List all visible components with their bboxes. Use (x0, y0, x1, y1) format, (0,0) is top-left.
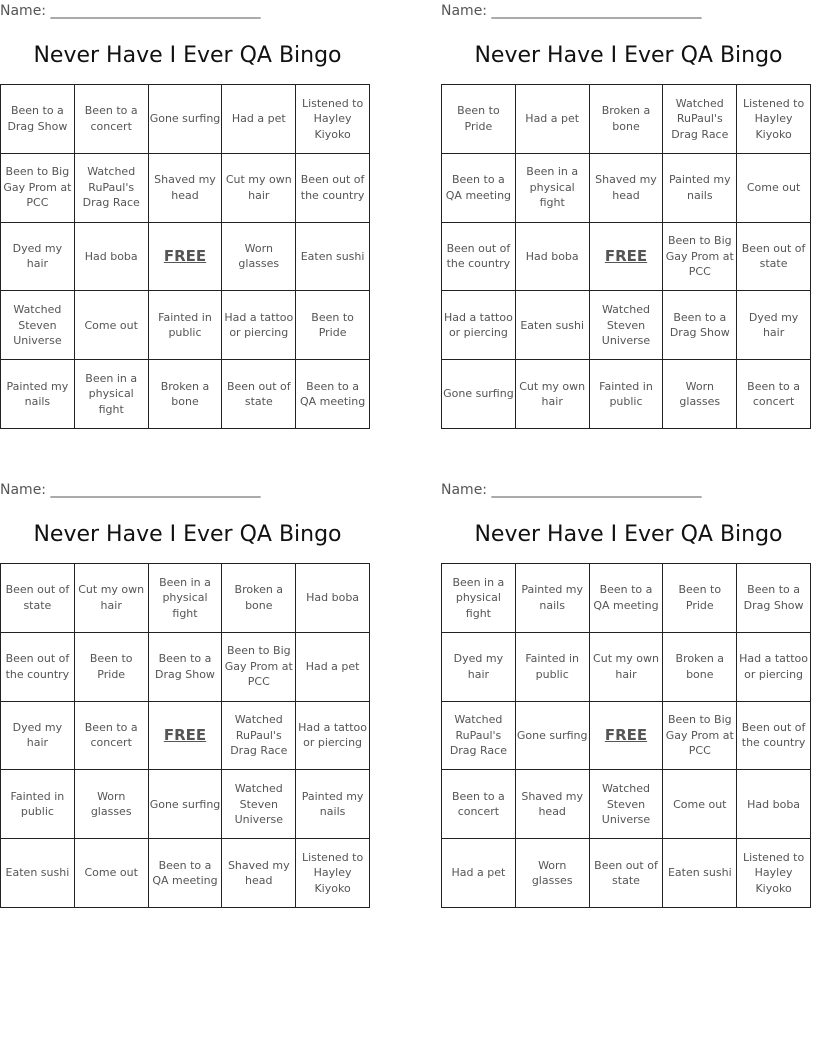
free-space: FREE (589, 701, 663, 770)
bingo-cell: Had a tattoo or piercing (296, 701, 370, 770)
bingo-cell: Been to Pride (442, 85, 516, 154)
card-title: Never Have I Ever QA Bingo (474, 43, 783, 68)
bingo-cell: Broken a bone (222, 564, 296, 633)
bingo-cell: Been to a QA meeting (589, 564, 663, 633)
free-space: FREE (589, 222, 663, 291)
bingo-cell: Been to Big Gay Prom at PCC (1, 153, 75, 222)
bingo-cell: Been to a concert (74, 701, 148, 770)
bingo-cell: Been to a QA meeting (442, 153, 516, 222)
bingo-row (442, 85, 811, 154)
bingo-cell: Had boba (296, 564, 370, 633)
bingo-cell: Eaten sushi (1, 839, 75, 908)
bingo-cell: Come out (737, 153, 811, 222)
bingo-row (442, 632, 811, 701)
bingo-cell: Painted my nails (663, 153, 737, 222)
bingo-row (442, 153, 811, 222)
bingo-row (1, 564, 370, 633)
bingo-cell: Listened to Hayley Kiyoko (296, 85, 370, 154)
bingo-cell: Listened to Hayley Kiyoko (737, 85, 811, 154)
bingo-cell: Been to Pride (663, 564, 737, 633)
bingo-row (442, 701, 811, 770)
bingo-row (1, 153, 370, 222)
bingo-cell: Had a pet (515, 85, 589, 154)
name-field[interactable]: Name: ______________________________ (441, 3, 702, 19)
bingo-cell: Shaved my head (148, 153, 222, 222)
bingo-row (1, 632, 370, 701)
bingo-cell: Watched Steven Universe (589, 770, 663, 839)
bingo-grid (0, 84, 370, 429)
bingo-cell: Fainted in public (515, 632, 589, 701)
bingo-cell: Been out of state (737, 222, 811, 291)
bingo-cell: Dyed my hair (737, 291, 811, 360)
bingo-cell: Broken a bone (148, 360, 222, 429)
bingo-cell: Broken a bone (663, 632, 737, 701)
bingo-cell: Shaved my head (222, 839, 296, 908)
bingo-cell: Listened to Hayley Kiyoko (296, 839, 370, 908)
bingo-row (442, 770, 811, 839)
bingo-row (1, 85, 370, 154)
card-title: Never Have I Ever QA Bingo (33, 522, 342, 547)
bingo-cell: Had a tattoo or piercing (442, 291, 516, 360)
bingo-cell: Worn glasses (222, 222, 296, 291)
bingo-cell: Gone surfing (442, 360, 516, 429)
bingo-cell: Watched Steven Universe (1, 291, 75, 360)
bingo-cell: Watched RuPaul's Drag Race (663, 85, 737, 154)
bingo-cell: Broken a bone (589, 85, 663, 154)
bingo-cell: Had boba (515, 222, 589, 291)
bingo-cell: Had boba (74, 222, 148, 291)
bingo-cell: Had boba (737, 770, 811, 839)
free-space: FREE (148, 701, 222, 770)
bingo-cell: Had a tattoo or piercing (737, 632, 811, 701)
bingo-row (1, 360, 370, 429)
bingo-cell: Cut my own hair (589, 632, 663, 701)
bingo-cell: Been to a Drag Show (663, 291, 737, 360)
bingo-cell: Had a tattoo or piercing (222, 291, 296, 360)
bingo-cell: Been to Big Gay Prom at PCC (222, 632, 296, 701)
bingo-cell: Gone surfing (148, 85, 222, 154)
bingo-cell: Had a pet (296, 632, 370, 701)
bingo-row (1, 770, 370, 839)
bingo-cell: Been to a QA meeting (296, 360, 370, 429)
bingo-cell: Painted my nails (296, 770, 370, 839)
bingo-cell: Been out of the country (442, 222, 516, 291)
bingo-cell: Painted my nails (1, 360, 75, 429)
bingo-cell: Had a pet (222, 85, 296, 154)
bingo-row (442, 222, 811, 291)
bingo-cell: Been to Pride (74, 632, 148, 701)
bingo-cell: Gone surfing (148, 770, 222, 839)
bingo-cell: Been out of the country (737, 701, 811, 770)
bingo-row (442, 291, 811, 360)
bingo-cell: Come out (74, 839, 148, 908)
bingo-cell: Fainted in public (1, 770, 75, 839)
bingo-cell: Eaten sushi (515, 291, 589, 360)
bingo-cell: Been in a physical fight (442, 564, 516, 633)
bingo-cell: Worn glasses (663, 360, 737, 429)
bingo-cell: Watched RuPaul's Drag Race (222, 701, 296, 770)
bingo-cell: Been in a physical fight (148, 564, 222, 633)
bingo-cell: Dyed my hair (442, 632, 516, 701)
bingo-cell: Been to Big Gay Prom at PCC (663, 701, 737, 770)
bingo-cell: Gone surfing (515, 701, 589, 770)
bingo-cell: Come out (663, 770, 737, 839)
bingo-row (442, 360, 811, 429)
bingo-cell: Worn glasses (515, 839, 589, 908)
bingo-cell: Watched RuPaul's Drag Race (74, 153, 148, 222)
card-title: Never Have I Ever QA Bingo (33, 43, 342, 68)
bingo-cell: Been to a concert (737, 360, 811, 429)
bingo-cell: Dyed my hair (1, 701, 75, 770)
bingo-cell: Cut my own hair (74, 564, 148, 633)
bingo-cell: Been out of the country (296, 153, 370, 222)
bingo-cell: Come out (74, 291, 148, 360)
bingo-cell: Eaten sushi (296, 222, 370, 291)
bingo-cell: Worn glasses (74, 770, 148, 839)
card-title: Never Have I Ever QA Bingo (474, 522, 783, 547)
bingo-cell: Been to a Drag Show (148, 632, 222, 701)
bingo-cell: Been in a physical fight (74, 360, 148, 429)
bingo-cell: Been to a concert (442, 770, 516, 839)
bingo-cell: Eaten sushi (663, 839, 737, 908)
bingo-cell: Fainted in public (148, 291, 222, 360)
bingo-row (1, 701, 370, 770)
bingo-grid (441, 84, 811, 429)
free-space: FREE (148, 222, 222, 291)
bingo-cell: Had a pet (442, 839, 516, 908)
bingo-cell: Been to a concert (74, 85, 148, 154)
bingo-cell: Been in a physical fight (515, 153, 589, 222)
bingo-row (442, 839, 811, 908)
bingo-cell: Been out of state (589, 839, 663, 908)
bingo-cell: Been out of the country (1, 632, 75, 701)
bingo-cell: Dyed my hair (1, 222, 75, 291)
name-field[interactable]: Name: ______________________________ (0, 482, 261, 498)
name-field[interactable]: Name: ______________________________ (441, 482, 702, 498)
bingo-cell: Been to a Drag Show (737, 564, 811, 633)
bingo-cell: Been to Big Gay Prom at PCC (663, 222, 737, 291)
bingo-cell: Listened to Hayley Kiyoko (737, 839, 811, 908)
bingo-cell: Been to Pride (296, 291, 370, 360)
bingo-cell: Painted my nails (515, 564, 589, 633)
name-field[interactable]: Name: ______________________________ (0, 3, 261, 19)
bingo-cell: Watched RuPaul's Drag Race (442, 701, 516, 770)
bingo-row (1, 839, 370, 908)
bingo-cell: Watched Steven Universe (222, 770, 296, 839)
bingo-cell: Been out of state (1, 564, 75, 633)
bingo-row (1, 222, 370, 291)
bingo-cell: Fainted in public (589, 360, 663, 429)
bingo-row (442, 564, 811, 633)
bingo-cell: Shaved my head (515, 770, 589, 839)
bingo-cell: Been out of state (222, 360, 296, 429)
bingo-grid (441, 563, 811, 908)
bingo-cell: Cut my own hair (515, 360, 589, 429)
bingo-row (1, 291, 370, 360)
bingo-cell: Shaved my head (589, 153, 663, 222)
bingo-cell: Been to a Drag Show (1, 85, 75, 154)
bingo-cell: Watched Steven Universe (589, 291, 663, 360)
bingo-grid (0, 563, 370, 908)
bingo-cell: Been to a QA meeting (148, 839, 222, 908)
bingo-cell: Cut my own hair (222, 153, 296, 222)
